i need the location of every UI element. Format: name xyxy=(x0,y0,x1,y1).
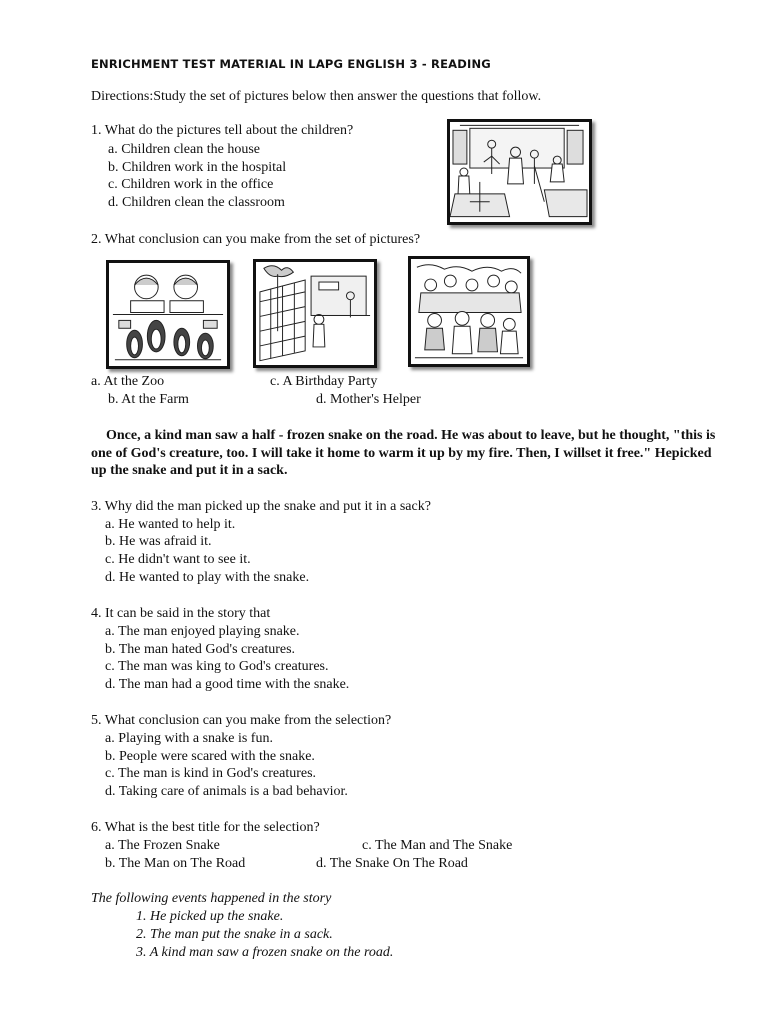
q3-option-d: d. He wanted to play with the snake. xyxy=(105,570,310,585)
q4-option-d: d. The man had a good time with the snake. xyxy=(105,677,350,692)
zoo-fence-illustration xyxy=(253,259,377,368)
q4-option-c: c. The man was king to God's creatures. xyxy=(105,659,329,674)
question-6: 6. What is the best title for the selection? xyxy=(91,820,320,835)
q1-option-a: a. Children clean the house xyxy=(108,142,261,157)
q6-option-a: a. The Frozen Snake xyxy=(105,838,220,853)
sequence-item-3: 3. A kind man saw a frozen snake on the road. xyxy=(136,945,394,960)
q6-option-d: d. The Snake On The Road xyxy=(316,856,468,871)
question-3: 3. Why did the man picked up the snake and put it in a sack? xyxy=(91,499,431,514)
question-1: 1. What do the pictures tell about the children? xyxy=(91,123,354,138)
q5-option-b: b. People were scared with the snake. xyxy=(105,749,315,764)
q2-option-a: a. At the Zoo xyxy=(91,374,165,389)
q5-option-d: d. Taking care of animals is a bad behavior. xyxy=(105,784,348,799)
q6-option-c: c. The Man and The Snake xyxy=(362,838,513,853)
q1-option-c: c. Children work in the office xyxy=(108,177,274,192)
q4-option-a: a. The man enjoyed playing snake. xyxy=(105,624,300,639)
question-4: 4. It can be said in the story that xyxy=(91,606,271,621)
q1-option-d: d. Children clean the classroom xyxy=(108,195,285,210)
sequence-intro: The following events happened in the story xyxy=(91,891,332,906)
q5-option-c: c. The man is kind in God's creatures. xyxy=(105,766,317,781)
zoo-penguins-illustration xyxy=(106,260,230,369)
q3-option-b: b. He was afraid it. xyxy=(105,534,212,549)
sequence-item-1: 1. He picked up the snake. xyxy=(136,909,284,924)
q2-option-b: b. At the Farm xyxy=(108,392,189,407)
q4-option-b: b. The man hated God's creatures. xyxy=(105,642,296,657)
story-passage: Once, a kind man saw a half - frozen snake on the road. He was about to leave, but he thought, "this is one of God's creature, too. I will take it home to warm it up by my fire. Then, I willset it free." Hepicked up the snake and put it in a sack. xyxy=(91,428,716,478)
classroom-cleaning-illustration xyxy=(447,119,592,225)
question-2: 2. What conclusion can you make from the set of pictures? xyxy=(91,232,421,247)
q1-option-b: b. Children work in the hospital xyxy=(108,160,287,175)
q3-option-a: a. He wanted to help it. xyxy=(105,517,236,532)
q2-option-d: d. Mother's Helper xyxy=(316,392,421,407)
party-crowd-illustration xyxy=(408,256,530,367)
question-5: 5. What conclusion can you make from the selection? xyxy=(91,713,392,728)
q5-option-a: a. Playing with a snake is fun. xyxy=(105,731,273,746)
directions: Directions:Study the set of pictures below then answer the questions that follow. xyxy=(91,89,542,104)
q3-option-c: c. He didn't want to see it. xyxy=(105,552,251,567)
q6-option-b: b. The Man on The Road xyxy=(105,856,246,871)
sequence-item-2: 2. The man put the snake in a sack. xyxy=(136,927,333,942)
page-title: ENRICHMENT TEST MATERIAL IN LAPG ENGLISH 3 - READING xyxy=(91,57,491,71)
q2-option-c: c. A Birthday Party xyxy=(270,374,378,389)
